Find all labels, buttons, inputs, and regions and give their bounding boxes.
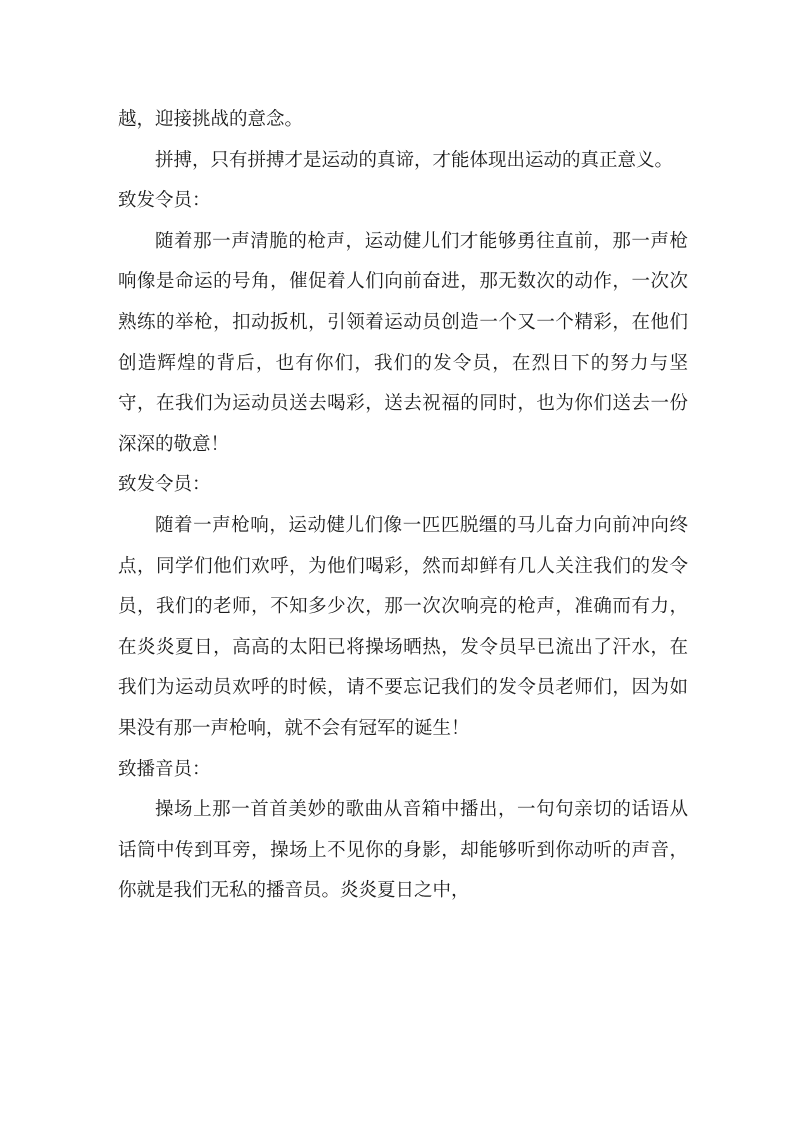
paragraph-struggle: 拼搏，只有拼搏才是运动的真谛，才能体现出运动的真正意义。 xyxy=(155,149,674,171)
paragraph-starter-2: 随着一声枪响，运动健儿们像一匹匹脱缰的马儿奋力向前冲向终点，同学们他们欢呼，为他们喝彩，然而却鲜有几人关注我们的发令员，我们的老师，不知多少次，那一次次响亮的枪声，准确而有力，在炎炎夏日，高高的太阳已将操场晒热，发令员早已流出了汗水，在我们为运动员欢呼的时候，请不要忘记我们的发令员老师们，因为如果没有那一声枪响，就不会有冠军的诞生！ xyxy=(118,514,688,739)
section-heading-starter-1: 致发令员： xyxy=(118,190,211,212)
section-heading-announcer: 致播音员： xyxy=(118,758,211,780)
paragraph-fragment: 越，迎接挑战的意念。 xyxy=(118,109,304,130)
paragraph-announcer: 操场上那一首首美妙的歌曲从音箱中播出，一句句亲切的话语从话筒中传到耳旁，操场上不见你的身影，却能够听到你动听的声音，你就是我们无私的播音员。炎炎夏日之中， xyxy=(118,799,688,902)
paragraph-starter-1: 随着那一声清脆的枪声，运动健儿们才能够勇往直前，那一声枪响像是命运的号角，催促着人们向前奋进，那无数次的动作，一次次熟练的举枪，扣动扳机，引领着运动员创造一个又一个精彩，在他们创造辉煌的背后，也有你们，我们的发令员，在烈日下的努力与坚守，在我们为运动员送去喝彩，送去祝福的同时，也为你们送去一份深深的敬意！ xyxy=(118,230,688,455)
document-body xyxy=(118,100,688,912)
section-heading-starter-2: 致发令员： xyxy=(118,474,211,496)
